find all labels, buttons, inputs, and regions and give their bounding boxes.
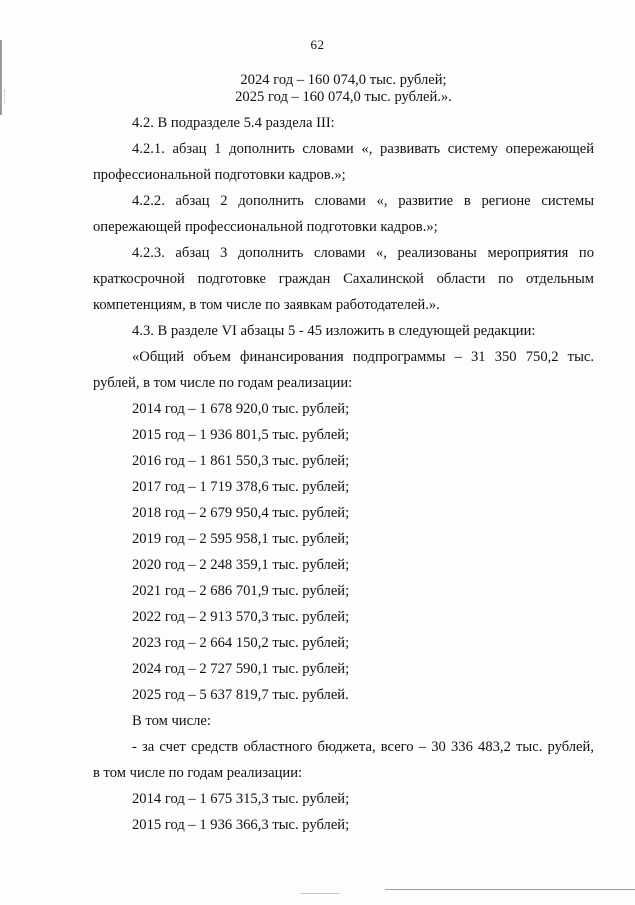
year-line-2024: 2024 год – 2 727 590,1 тыс. рублей; [132,661,350,677]
year-line-2021: 2021 год – 2 686 701,9 тыс. рублей; [132,583,350,599]
total-funding-line-2: рублей, в том числе по годам реализации: [93,375,353,391]
year-line-2023: 2023 год – 2 664 150,2 тыс. рублей; [132,635,350,651]
clause-4-3-heading: 4.3. В разделе VI абзацы 5 - 45 изложить в следующей редакции: [132,323,536,339]
year-line-2015: 2015 год – 1 936 801,5 тыс. рублей; [132,427,350,443]
scan-bottom-line [385,889,635,890]
document-body [93,72,594,838]
funding-line-2024: 2024 год – 160 074,0 тыс. рублей; [240,72,447,88]
clause-4-2-2-line-1: 4.2.2. абзац 2 дополнить словами «, развитие в регионе системы [132,193,594,209]
year-line-2014: 2014 год – 1 678 920,0 тыс. рублей; [132,401,350,417]
year-line-2017: 2017 год – 1 719 378,6 тыс. рублей; [132,479,350,495]
regional-year-line-2015: 2015 год – 1 936 366,3 тыс. рублей; [132,817,350,833]
clause-4-2-1-line-1: 4.2.1. абзац 1 дополнить словами «, развивать систему опережающей [132,141,594,157]
year-line-2020: 2020 год – 2 248 359,1 тыс. рублей; [132,557,350,573]
clause-4-2-3-line-2: краткосрочной подготовке граждан Сахалинской области по отдельным [93,271,594,287]
clause-4-2-heading: 4.2. В подразделе 5.4 раздела III: [132,115,335,131]
year-line-2025: 2025 год – 5 637 819,7 тыс. рублей. [132,687,349,703]
clause-4-2-3-line-1: 4.2.3. абзац 3 дополнить словами «, реализованы мероприятия по [132,245,594,261]
clause-4-2-3-line-3: компетенциям, в том числе по заявкам работодателей.». [93,297,440,313]
total-funding-line-1: «Общий объем финансирования подпрограммы – 31 350 750,2 тыс. [132,349,594,365]
year-line-2016: 2016 год – 1 861 550,3 тыс. рублей; [132,453,350,469]
clause-4-2-1-line-2: профессиональной подготовки кадров.»; [93,167,346,183]
year-line-2018: 2018 год – 2 679 950,4 тыс. рублей; [132,505,350,521]
page-number: 62 [310,37,325,52]
regional-budget-line-1: - за счет средств областного бюджета, всего – 30 336 483,2 тыс. рублей, [132,739,594,755]
including-heading: В том числе: [132,713,211,729]
funding-line-2025: 2025 год – 160 074,0 тыс. рублей.». [235,89,452,105]
scan-dots-mark [4,90,6,104]
clause-4-2-2-line-2: опережающей профессиональной подготовки кадров.»; [93,219,438,235]
scan-bottom-mark [300,893,340,894]
regional-year-line-2014: 2014 год – 1 675 315,3 тыс. рублей; [132,791,350,807]
year-line-2022: 2022 год – 2 913 570,3 тыс. рублей; [132,609,350,625]
year-line-2019: 2019 год – 2 595 958,1 тыс. рублей; [132,531,350,547]
regional-budget-line-2: в том числе по годам реализации: [93,765,303,781]
